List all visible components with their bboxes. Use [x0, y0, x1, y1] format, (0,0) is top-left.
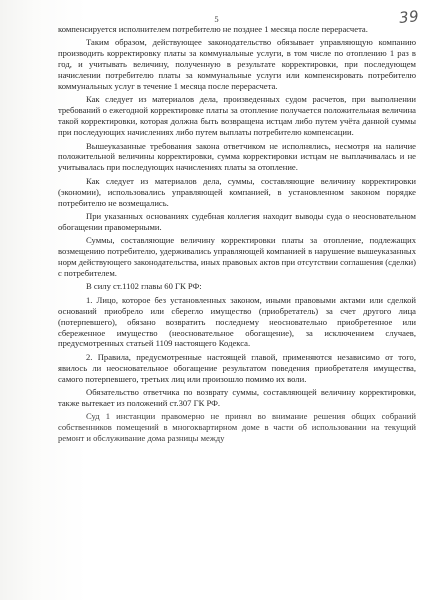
paragraph-recalculation-continuation: компенсируется исполнителем потребителю не позднее 1 месяца после перерасчета.	[58, 24, 368, 34]
paragraph-requirements-not-fulfilled: Вышеуказанные требования закона ответчиком не исполнялись, несмотря на наличие положительной величины корректировки, сумма корректировки истцам не выплачивалась и не учитывалась при последующих начислениях платы за отопление.	[58, 140, 416, 173]
paragraph-court-conclusion: При указанных основаниях судебная коллегия находит выводы суда о неосновательном обогащении правомерными.	[58, 211, 416, 232]
document-body	[58, 24, 416, 447]
paragraph-obligation-article-307: Обязательство ответчика по возврату суммы, составляющей величину корректировки, также вытекает из положений ст.307 ГК РФ.	[58, 387, 416, 408]
paragraph-article-1102-intro: В силу ст.1102 главы 60 ГК РФ:	[86, 281, 202, 292]
paragraph-article-1102-part-2: 2. Правила, предусмотренные настоящей главой, применяются независимо от того, явилось ли неосновательное обогащение результатом поведения приобретателя имущества, самого потерпевшего, третьих лиц или произошло помимо их воли.	[58, 351, 416, 384]
paragraph-first-instance-court: Суд 1 инстанции правомерно не принял во внимание решения общих собраний собственников помещений в многоквартирном доме в части об использовании на текущий ремонт и обслуживание дома разницы между	[58, 411, 416, 444]
handwritten-page-number: 39	[398, 6, 420, 28]
paragraph-article-1102-part-1: 1. Лицо, которое без установленных законом, иными правовыми актами или сделкой оснований приобрело или сберегло имущество (приобретатель) за счет другого лица (потерпевшего), обязано возвратить последнему неосновательно приобретенное или сбереженное имущество (неосновательное обогащение), за исключением случаев, предусмотренных статьей 1109 настоящего Кодекса.	[58, 294, 416, 349]
page-number: 5	[214, 14, 219, 24]
paragraph-positive-correction: Как следует из материалов дела, произведенных судом расчетов, при выполнении требований о ежегодной корректировке платы за отопление получается положительная величина такой корректировки, которая должна быть возвращена истцам либо путем учёта данной суммы при последующих начислениях либо путем выплаты потребителю компенсации.	[58, 94, 416, 138]
paragraph-legislation-obligation: Таким образом, действующее законодательство обязывает управляющую компанию производить корректировку платы за коммунальные услуги, в том числе по отоплению 1 раз в год, и учитывать величину, полученную в результате корректировки, при последующем начислении потребителю платы за коммунальные услуги или компенсировать потребителю коммунальных услуг в течение 1 месяца после перерасчета.	[58, 37, 416, 92]
paragraph-sums-withheld: Суммы, составляющие величину корректировки платы за отопление, подлежащих возмещению потребителю, удерживались управляющей компанией в нарушение вышеуказанных норм действующего законодательства, иных правовых актов при отсутствии соглашения (сделки) с потребителем.	[58, 235, 416, 279]
paragraph-savings-used: Как следует из материалов дела, суммы, составляющие величину корректировки (экономии), использовались управляющей компанией, в установленном законом порядке потребителю не возмещались.	[58, 175, 416, 208]
